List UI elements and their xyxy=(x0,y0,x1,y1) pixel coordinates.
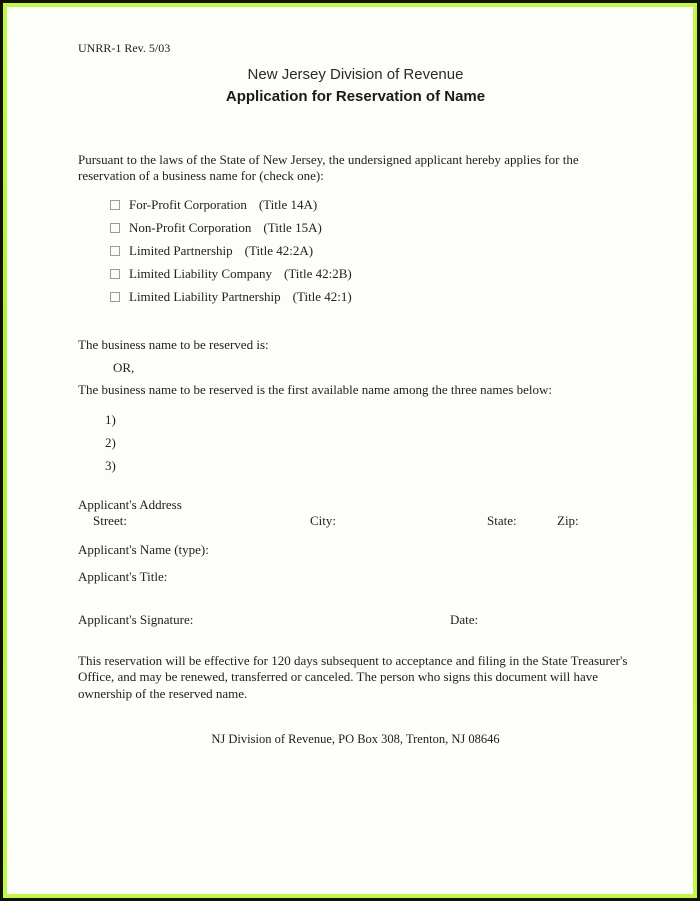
entity-options-list xyxy=(110,197,633,305)
signature-label: Applicant's Signature: xyxy=(78,612,194,627)
name-slot-1: 1) xyxy=(105,412,116,427)
entity-option-statute: (Title 42:1) xyxy=(292,289,352,304)
business-name-slots xyxy=(105,412,633,474)
or-label: OR, xyxy=(113,360,135,375)
entity-option-label: Limited Liability Company xyxy=(129,266,272,281)
footer-address: NJ Division of Revenue, PO Box 308, Trenton, NJ 08646 xyxy=(211,732,500,747)
entity-option-label: Limited Liability Partnership xyxy=(129,289,281,304)
agency-name: New Jersey Division of Revenue xyxy=(247,66,464,83)
entity-option-row xyxy=(110,266,633,282)
llp-checkbox[interactable] xyxy=(110,292,120,302)
city-label: City: xyxy=(310,513,337,528)
entity-option-label: Limited Partnership xyxy=(129,243,233,258)
date-label: Date: xyxy=(450,612,479,627)
form-header xyxy=(78,66,633,105)
business-name-alt-prompt: The business name to be reserved is the first available name among the three names below: xyxy=(78,382,552,397)
signature-row xyxy=(78,612,633,628)
entity-option-row xyxy=(110,289,633,305)
for-profit-checkbox[interactable] xyxy=(110,200,120,210)
entity-option-row xyxy=(110,197,633,213)
entity-option-label: Non-Profit Corporation xyxy=(129,220,252,235)
street-label: Street: xyxy=(93,513,127,528)
form-page xyxy=(7,7,693,894)
llc-checkbox[interactable] xyxy=(110,269,120,279)
form-number: UNRR-1 Rev. 5/03 xyxy=(78,41,171,55)
applicant-address-row xyxy=(78,513,633,529)
entity-option-row xyxy=(110,220,633,236)
applicant-name-label: Applicant's Name (type): xyxy=(78,542,209,557)
state-label: State: xyxy=(487,513,517,528)
applicant-title-label: Applicant's Title: xyxy=(78,569,168,584)
intro-paragraph: Pursuant to the laws of the State of New Jersey, the undersigned applicant hereby applies for the reservation of a business name for (check one): xyxy=(78,152,579,183)
entity-option-statute: (Title 15A) xyxy=(263,220,322,235)
entity-option-statute: (Title 42:2B) xyxy=(283,266,352,281)
entity-option-label: For-Profit Corporation xyxy=(129,197,247,212)
zip-label: Zip: xyxy=(557,513,579,528)
applicant-address-heading: Applicant's Address xyxy=(78,497,182,512)
name-slot-2: 2) xyxy=(105,435,116,450)
page-title: Application for Reservation of Name xyxy=(225,88,486,105)
entity-option-row xyxy=(110,243,633,259)
document-frame-highlight xyxy=(3,3,697,898)
name-slot-3: 3) xyxy=(105,458,116,473)
business-name-prompt: The business name to be reserved is: xyxy=(78,337,269,352)
entity-option-statute: (Title 42:2A) xyxy=(244,243,314,258)
terms-paragraph: This reservation will be effective for 120 days subsequent to acceptance and filing in the State Treasurer's Office, and may be renewed, transferred or canceled. The person who signs this document will have ownership of the reserved name. xyxy=(78,653,628,701)
limited-partnership-checkbox[interactable] xyxy=(110,246,120,256)
entity-option-statute: (Title 14A) xyxy=(258,197,318,212)
non-profit-checkbox[interactable] xyxy=(110,223,120,233)
